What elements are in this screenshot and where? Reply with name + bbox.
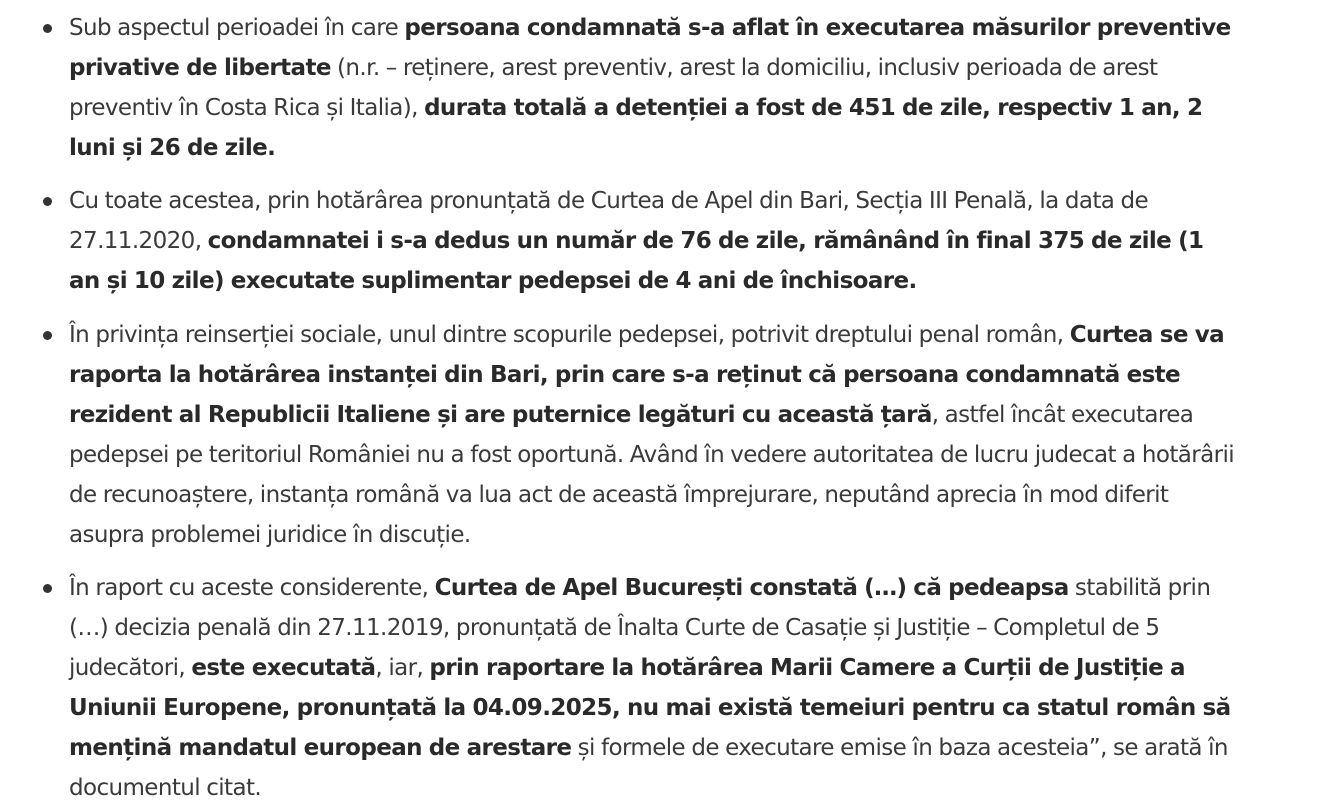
bullet-dot-icon (43, 24, 52, 33)
bullet-dot-icon (43, 331, 52, 340)
bold-text-segment: condamnatei i s-a dedus un număr de 76 de zile, rămânând în final 375 de zile (1 an și 10 zile) executate suplimentar pedepsei de 4 ani de închisoare. (69, 228, 1204, 294)
list-item (0, 315, 1239, 555)
text-segment: În raport cu aceste considerente, (69, 575, 435, 601)
list-item (0, 8, 1239, 168)
text-segment: , astfel încât executarea pedepsei pe teritoriul României nu a fost oportună. Având în vedere autoritatea de lucru judecat a hotărârii de recunoaștere, instanța română va lua act de această împrejurare, neputând aprecia în mod diferit asupra problemei juridice în discuție. (69, 402, 1235, 548)
bold-text-segment: Curtea de Apel București constată (…) că pedeapsa (434, 575, 1069, 601)
text-segment: În privința reinserției sociale, unul dintre scopurile pedepsei, potrivit dreptului penal român, (69, 322, 1070, 348)
text-segment: și formele de executare emise în baza acesteia”, se arată în documentul citat. (69, 735, 1228, 801)
bullet-dot-icon (43, 584, 52, 593)
text-segment: stabilită prin (…) decizia penală din 27.11.2019, pronunțată de Înalta Curte de Casație și Justiție – Completul de 5 judecători, (69, 575, 1211, 681)
bullet-dot-icon (43, 197, 52, 206)
bold-text-segment: prin raportare la hotărârea Marii Camere a Curții de Justiție a Uniunii Europene, pronunțată la 04.09.2025, nu mai există temeiuri pentru ca statul român să mențină mandatul european de arestare (69, 655, 1231, 761)
text-segment: (n.r. – reținere, arest preventiv, arest la domiciliu, inclusiv perioada de arest preventiv în Costa Rica și Italia), (69, 55, 1158, 121)
list-item (0, 181, 1239, 301)
text-segment: Sub aspectul perioadei în care (69, 15, 405, 41)
bold-text-segment: Curtea se va raporta la hotărârea instanței din Bari, prin care s-a reținut că persoana condamnată este rezident al Republicii Italiene și are puternice legături cu această țară (69, 322, 1225, 428)
text-segment: , iar, (375, 655, 430, 681)
bold-text-segment: durata totală a detenției a fost de 451 de zile, respectiv 1 an, 2 luni și 26 de zile. (69, 95, 1203, 161)
bold-text-segment: persoana condamnată s-a aflat în executarea măsurilor preventive privative de libertate (69, 15, 1231, 81)
list-item (0, 568, 1239, 808)
text-segment: Cu toate acestea, prin hotărârea pronunțată de Curtea de Apel din Bari, Secția III Penală, la data de 27.11.2020, (69, 188, 1149, 254)
bold-text-segment: este executată (191, 655, 376, 681)
